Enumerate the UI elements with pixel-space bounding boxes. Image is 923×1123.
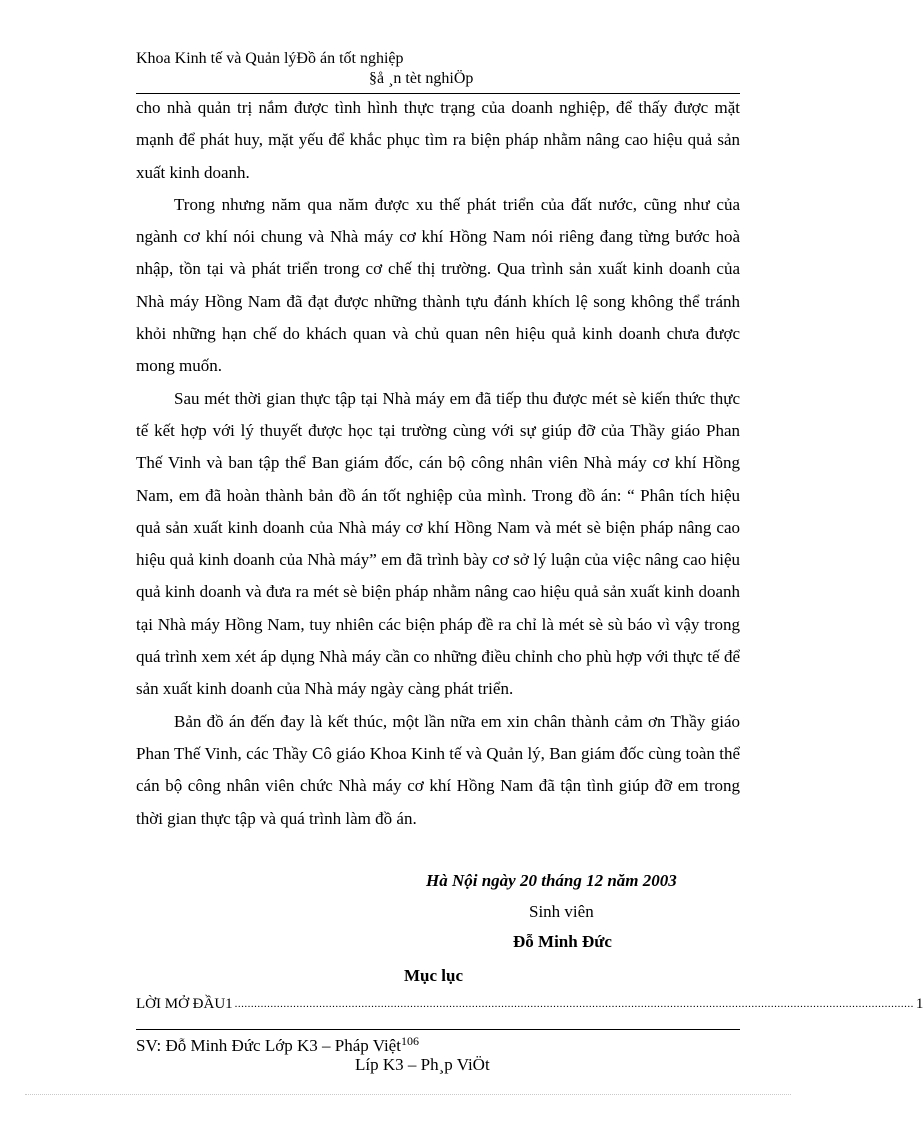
footer-class: Líp K3 – Ph¸p ViÖt	[355, 1055, 490, 1074]
header-title: Khoa Kinh tế và Quản lýĐồ án tốt nghiệp	[136, 50, 404, 67]
signature-name: Đỗ Minh Đức	[513, 932, 612, 951]
toc-title: Mục lục	[404, 966, 464, 985]
page-bottom-edge	[25, 1094, 791, 1095]
document-body	[136, 92, 740, 835]
paragraph: Bản đồ án đến đay là kết thúc, một lần nữa em xin chân thành cảm ơn Thầy giáo Phan Thế Vinh, các Thầy Cô giáo Khoa Kinh tế và Quản lý, Ban giám đốc cùng toàn thể cán bộ công nhân viên chức Nhà máy cơ khí Hồng Nam đã tận tình giúp đỡ em trong thời gian thực tập và quá trình làm đồ án.	[136, 711, 740, 828]
paragraph: cho nhà quản trị nắm được tình hình thực trạng của doanh nghiệp, để thấy được mặt mạnh để phát huy, mặt yếu để khắc phục tìm ra biện pháp nhằm nâng cao hiệu quả sản xuất kinh doanh.	[136, 98, 740, 182]
toc-entry-page: 1	[915, 996, 923, 1012]
toc-entry[interactable]	[136, 996, 923, 1013]
signature-date: Hà Nội ngày 20 tháng 12 năm 2003	[426, 871, 677, 890]
toc-entry-label: LỜI MỞ ĐẦU1	[136, 996, 233, 1012]
paragraph: Sau mét thời gian thực tập tại Nhà máy em đã tiếp thu được mét sè kiến thức thực tế kết hợp với lý thuyết được học tại trường cùng với sự giúp đỡ của Thầy giáo Phan Thế Vinh và ban tập thể Ban giám đốc, cán bộ công nhân viên Nhà máy cơ khí Hồng Nam, em đã hoàn thành bản đồ án tốt nghiệp của mình. Trong đồ án: “ Phân tích hiệu quả sản xuất kinh doanh của Nhà máy cơ khí Hồng Nam và mét sè biện pháp nâng cao hiệu quả kinh doanh của Nhà máy” em đã trình bày cơ sở lý luận của việc nâng cao hiệu quả kinh doanh và đưa ra mét sè biện pháp nhằm nâng cao hiệu quả sản xuất kinh doanh tại Nhà máy Hồng Nam, tuy nhiên các biện pháp đề ra chỉ là mét sè sù báo vì vậy trong quá trình xem xét áp dụng Nhà máy cần co những điều chỉnh cho phù hợp với thực tế để sản xuất kinh doanh của Nhà máy ngày càng phát triển.	[136, 388, 740, 699]
footer-student: SV: Đỗ Minh Đức Lớp K3 – Pháp Việt	[136, 1036, 401, 1055]
page-number: 106	[400, 1034, 419, 1048]
header-subtitle: §å ¸n tèt nghiÖp	[369, 70, 474, 87]
toc-leader-dots: .................................................................................................................................................................................................................	[234, 998, 914, 1010]
footer-line	[136, 1034, 419, 1056]
signature-role: Sinh viên	[529, 902, 594, 921]
footer-divider	[136, 1029, 740, 1030]
paragraph: Trong nhưng năm qua năm được xu thế phát triển của đất nước, cũng như của ngành cơ khí nói chung và Nhà máy cơ khí Hồng Nam nói riêng đang từng bước hoà nhập, tồn tại và phát triển trong cơ chế thị trường. Qua trình sản xuất kinh doanh của Nhà máy Hồng Nam đã đạt được những thành tựu đánh khích lệ song không thể tránh khỏi những hạn chế do khách quan và chủ quan nên hiệu quả kinh doanh chưa được mong muốn.	[136, 194, 740, 376]
